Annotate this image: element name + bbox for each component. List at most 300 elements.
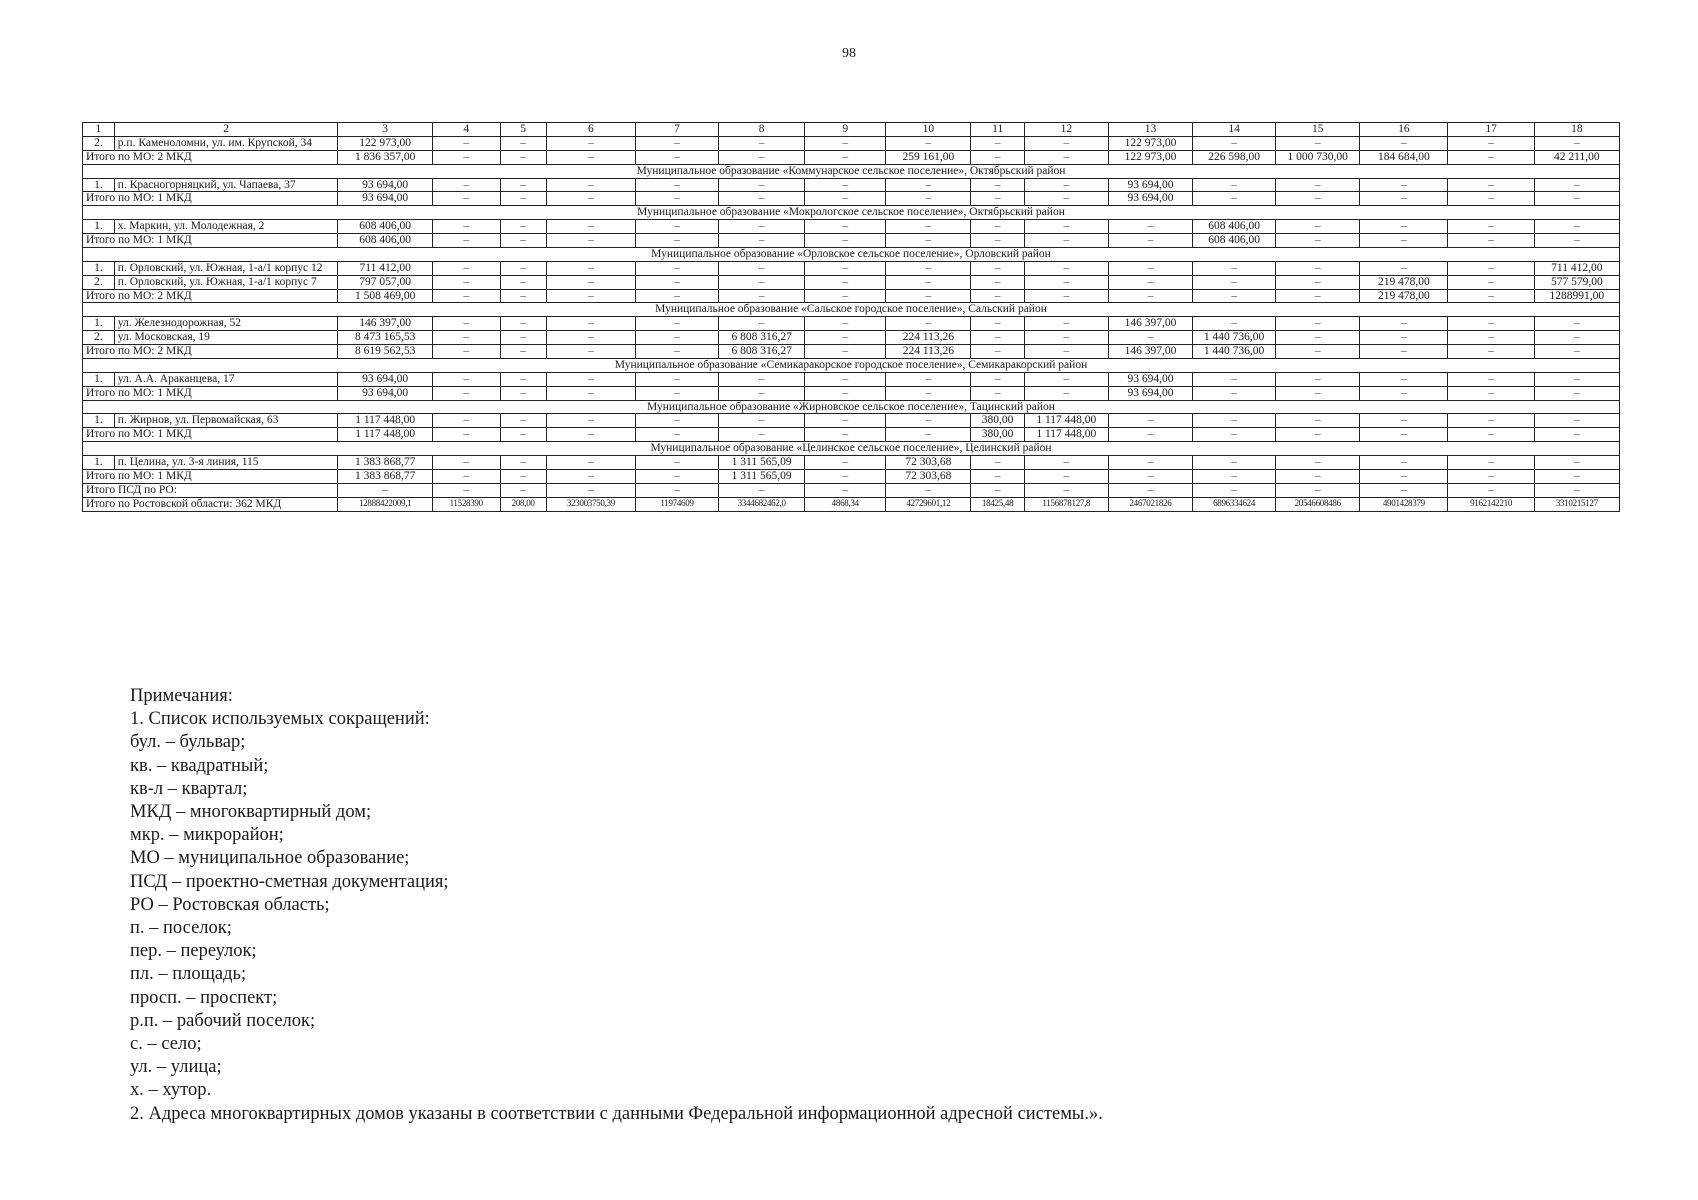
empty-cell: – bbox=[546, 261, 635, 275]
table-row bbox=[83, 372, 1620, 386]
row-address: п. Орловский, ул. Южная, 1-а/1 корпус 7 bbox=[114, 275, 338, 289]
empty-cell: – bbox=[546, 372, 635, 386]
amount-cell: 72 303,68 bbox=[886, 456, 971, 470]
empty-cell: – bbox=[635, 428, 718, 442]
empty-cell: – bbox=[719, 289, 805, 303]
empty-cell: – bbox=[500, 331, 546, 345]
table-row bbox=[83, 414, 1620, 428]
empty-cell: – bbox=[500, 428, 546, 442]
empty-cell: – bbox=[1448, 261, 1534, 275]
empty-cell: – bbox=[1193, 261, 1276, 275]
empty-cell: – bbox=[719, 483, 805, 497]
empty-cell: – bbox=[1360, 234, 1448, 248]
empty-cell: – bbox=[500, 289, 546, 303]
empty-cell: – bbox=[805, 289, 886, 303]
empty-cell: – bbox=[500, 150, 546, 164]
empty-cell: – bbox=[886, 414, 971, 428]
empty-cell: – bbox=[1448, 428, 1534, 442]
empty-cell: – bbox=[1534, 331, 1619, 345]
amount-cell: 3344682462,0 bbox=[719, 497, 805, 511]
empty-cell: – bbox=[1448, 178, 1534, 192]
empty-cell: – bbox=[635, 345, 718, 359]
empty-cell: – bbox=[500, 261, 546, 275]
empty-cell: – bbox=[546, 483, 635, 497]
empty-cell: – bbox=[971, 220, 1024, 234]
total-label: Итого по МО: 2 МКД bbox=[83, 345, 338, 359]
empty-cell: – bbox=[1108, 261, 1192, 275]
row-address: п. Красногорняцкий, ул. Чапаева, 37 bbox=[114, 178, 338, 192]
row-index: 2. bbox=[83, 136, 115, 150]
total-label: Итого по Ростовской области: 362 МКД bbox=[83, 497, 338, 511]
empty-cell: – bbox=[635, 275, 718, 289]
empty-cell: – bbox=[1024, 289, 1108, 303]
empty-cell: – bbox=[719, 261, 805, 275]
empty-cell: – bbox=[635, 414, 718, 428]
empty-cell: – bbox=[1360, 136, 1448, 150]
table-row bbox=[83, 275, 1620, 289]
empty-cell: – bbox=[1448, 192, 1534, 206]
empty-cell: – bbox=[1024, 372, 1108, 386]
empty-cell: – bbox=[432, 331, 500, 345]
empty-cell: – bbox=[1360, 261, 1448, 275]
empty-cell: – bbox=[1448, 331, 1534, 345]
amount-cell: 6 808 316,27 bbox=[719, 331, 805, 345]
empty-cell: – bbox=[1193, 317, 1276, 331]
empty-cell: – bbox=[886, 386, 971, 400]
note-line: с. – село; bbox=[130, 1034, 202, 1055]
row-index: 1. bbox=[83, 372, 115, 386]
section-row bbox=[83, 358, 1620, 372]
empty-cell: – bbox=[1448, 414, 1534, 428]
empty-cell: – bbox=[886, 136, 971, 150]
amount-cell: 1 440 736,00 bbox=[1193, 331, 1276, 345]
empty-cell: – bbox=[500, 386, 546, 400]
note-line: бул. – бульвар; bbox=[130, 732, 246, 753]
column-number-row bbox=[83, 123, 1620, 137]
section-title: Муниципальное образование «Сальское городское поселение», Сальский район bbox=[83, 303, 1620, 317]
amount-cell: 711 412,00 bbox=[338, 261, 432, 275]
column-number: 2 bbox=[114, 123, 338, 137]
section-title: Муниципальное образование «Орловское сельское поселение», Орловский район bbox=[83, 247, 1620, 261]
empty-cell: – bbox=[1448, 345, 1534, 359]
amount-cell: 8 619 562,53 bbox=[338, 345, 432, 359]
row-index: 1. bbox=[83, 317, 115, 331]
empty-cell: – bbox=[635, 234, 718, 248]
empty-cell: – bbox=[886, 192, 971, 206]
amount-cell: 1 508 469,00 bbox=[338, 289, 432, 303]
empty-cell: – bbox=[1193, 192, 1276, 206]
empty-cell: – bbox=[432, 150, 500, 164]
empty-cell: – bbox=[500, 234, 546, 248]
empty-cell: – bbox=[1448, 469, 1534, 483]
amount-cell: 11974609 bbox=[635, 497, 718, 511]
amount-cell: 146 397,00 bbox=[1108, 345, 1192, 359]
amount-cell: 122 973,00 bbox=[1108, 136, 1192, 150]
empty-cell: – bbox=[1276, 261, 1360, 275]
empty-cell: – bbox=[546, 150, 635, 164]
total-row bbox=[83, 345, 1620, 359]
empty-cell: – bbox=[500, 178, 546, 192]
empty-cell: – bbox=[1024, 317, 1108, 331]
empty-cell: – bbox=[1534, 178, 1619, 192]
empty-cell: – bbox=[1024, 220, 1108, 234]
empty-cell: – bbox=[805, 275, 886, 289]
column-number: 17 bbox=[1448, 123, 1534, 137]
note-line: пер. – переулок; bbox=[130, 941, 257, 962]
column-number: 8 bbox=[719, 123, 805, 137]
empty-cell: – bbox=[1108, 275, 1192, 289]
empty-cell: – bbox=[635, 150, 718, 164]
amount-cell: 1 117 448,00 bbox=[1024, 414, 1108, 428]
column-number: 16 bbox=[1360, 123, 1448, 137]
empty-cell: – bbox=[1448, 456, 1534, 470]
total-label: Итого по МО: 1 МКД bbox=[83, 234, 338, 248]
empty-cell: – bbox=[1276, 178, 1360, 192]
column-number: 4 bbox=[432, 123, 500, 137]
empty-cell: – bbox=[1360, 414, 1448, 428]
empty-cell: – bbox=[432, 192, 500, 206]
empty-cell: – bbox=[1448, 136, 1534, 150]
total-label: Итого ПСД по РО: bbox=[83, 483, 338, 497]
empty-cell: – bbox=[432, 386, 500, 400]
section-title: Муниципальное образование «Семикаракорское городское поселение», Семикаракорский район bbox=[83, 358, 1620, 372]
note-line: МО – муниципальное образование; bbox=[130, 848, 410, 869]
amount-cell: 42 211,00 bbox=[1534, 150, 1619, 164]
amount-cell: 18425,48 bbox=[971, 497, 1024, 511]
total-label: Итого по МО: 1 МКД bbox=[83, 428, 338, 442]
empty-cell: – bbox=[1534, 220, 1619, 234]
empty-cell: – bbox=[1534, 414, 1619, 428]
empty-cell: – bbox=[971, 261, 1024, 275]
empty-cell: – bbox=[805, 345, 886, 359]
amount-cell: 1 383 868,77 bbox=[338, 469, 432, 483]
empty-cell: – bbox=[1276, 136, 1360, 150]
amount-cell: 146 397,00 bbox=[1108, 317, 1192, 331]
row-address: р.п. Каменоломни, ул. им. Крупской, 34 bbox=[114, 136, 338, 150]
empty-cell: – bbox=[971, 136, 1024, 150]
empty-cell: – bbox=[1534, 136, 1619, 150]
empty-cell: – bbox=[805, 178, 886, 192]
amount-cell: 93 694,00 bbox=[338, 178, 432, 192]
empty-cell: – bbox=[1276, 345, 1360, 359]
empty-cell: – bbox=[1534, 317, 1619, 331]
section-row bbox=[83, 206, 1620, 220]
empty-cell: – bbox=[886, 261, 971, 275]
empty-cell: – bbox=[1360, 428, 1448, 442]
empty-cell: – bbox=[635, 317, 718, 331]
total-row bbox=[83, 386, 1620, 400]
empty-cell: – bbox=[1276, 234, 1360, 248]
empty-cell: – bbox=[1448, 372, 1534, 386]
empty-cell: – bbox=[805, 317, 886, 331]
empty-cell: – bbox=[971, 386, 1024, 400]
empty-cell: – bbox=[719, 372, 805, 386]
amount-cell: 259 161,00 bbox=[886, 150, 971, 164]
empty-cell: – bbox=[719, 234, 805, 248]
empty-cell: – bbox=[1534, 483, 1619, 497]
empty-cell: – bbox=[971, 331, 1024, 345]
row-address: п. Жирнов, ул. Первомайская, 63 bbox=[114, 414, 338, 428]
empty-cell: – bbox=[719, 275, 805, 289]
row-index: 2. bbox=[83, 331, 115, 345]
row-index: 1. bbox=[83, 261, 115, 275]
empty-cell: – bbox=[1024, 178, 1108, 192]
column-number: 10 bbox=[886, 123, 971, 137]
amount-cell: 608 406,00 bbox=[338, 220, 432, 234]
empty-cell: – bbox=[805, 331, 886, 345]
notes-title: Примечания: bbox=[130, 686, 233, 706]
empty-cell: – bbox=[500, 192, 546, 206]
empty-cell: – bbox=[886, 220, 971, 234]
empty-cell: – bbox=[635, 261, 718, 275]
empty-cell: – bbox=[1276, 331, 1360, 345]
empty-cell: – bbox=[971, 150, 1024, 164]
empty-cell: – bbox=[1024, 136, 1108, 150]
amount-cell: 1 000 730,00 bbox=[1276, 150, 1360, 164]
table-row bbox=[83, 331, 1620, 345]
empty-cell: – bbox=[500, 456, 546, 470]
empty-cell: – bbox=[1360, 192, 1448, 206]
empty-cell: – bbox=[1360, 178, 1448, 192]
empty-cell: – bbox=[1024, 483, 1108, 497]
empty-cell: – bbox=[971, 469, 1024, 483]
empty-cell: – bbox=[805, 150, 886, 164]
amount-cell: 9162142210 bbox=[1448, 497, 1534, 511]
empty-cell: – bbox=[805, 372, 886, 386]
note-line: п. – поселок; bbox=[130, 918, 232, 939]
empty-cell: – bbox=[1024, 150, 1108, 164]
amount-cell: 20546608486 bbox=[1276, 497, 1360, 511]
empty-cell: – bbox=[1448, 234, 1534, 248]
empty-cell: – bbox=[1276, 483, 1360, 497]
page-number: 98 bbox=[842, 46, 856, 61]
empty-cell: – bbox=[432, 289, 500, 303]
empty-cell: – bbox=[500, 483, 546, 497]
empty-cell: – bbox=[1108, 414, 1192, 428]
amount-cell: 93 694,00 bbox=[338, 386, 432, 400]
empty-cell: – bbox=[1360, 220, 1448, 234]
empty-cell: – bbox=[886, 234, 971, 248]
empty-cell: – bbox=[1193, 372, 1276, 386]
amount-cell: 577 579,00 bbox=[1534, 275, 1619, 289]
empty-cell: – bbox=[1360, 483, 1448, 497]
amount-cell: 380,00 bbox=[971, 428, 1024, 442]
empty-cell: – bbox=[500, 220, 546, 234]
amount-cell: 1 383 868,77 bbox=[338, 456, 432, 470]
notes bbox=[130, 685, 1103, 1126]
amount-cell: 8 473 165,53 bbox=[338, 331, 432, 345]
empty-cell: – bbox=[432, 261, 500, 275]
note-line: кв. – квадратный; bbox=[130, 755, 269, 776]
column-number: 7 bbox=[635, 123, 718, 137]
amount-cell: 11528390 bbox=[432, 497, 500, 511]
total-row bbox=[83, 428, 1620, 442]
empty-cell: – bbox=[546, 414, 635, 428]
table-row bbox=[83, 456, 1620, 470]
empty-cell: – bbox=[719, 414, 805, 428]
empty-cell: – bbox=[1448, 220, 1534, 234]
empty-cell: – bbox=[719, 150, 805, 164]
empty-cell: – bbox=[886, 372, 971, 386]
column-number: 11 bbox=[971, 123, 1024, 137]
empty-cell: – bbox=[500, 317, 546, 331]
empty-cell: – bbox=[546, 456, 635, 470]
amount-cell: 1 117 448,00 bbox=[338, 428, 432, 442]
empty-cell: – bbox=[971, 317, 1024, 331]
empty-cell: – bbox=[1024, 261, 1108, 275]
column-number: 18 bbox=[1534, 123, 1619, 137]
empty-cell: – bbox=[1193, 136, 1276, 150]
column-number: 12 bbox=[1024, 123, 1108, 137]
row-index: 1. bbox=[83, 178, 115, 192]
empty-cell: – bbox=[886, 483, 971, 497]
amount-cell: 6 808 316,27 bbox=[719, 345, 805, 359]
note-line: просп. – проспект; bbox=[130, 987, 278, 1008]
empty-cell: – bbox=[500, 275, 546, 289]
empty-cell: – bbox=[338, 483, 432, 497]
empty-cell: – bbox=[546, 234, 635, 248]
empty-cell: – bbox=[1276, 414, 1360, 428]
table-row bbox=[83, 220, 1620, 234]
empty-cell: – bbox=[432, 275, 500, 289]
empty-cell: – bbox=[1108, 469, 1192, 483]
amount-cell: 93 694,00 bbox=[1108, 386, 1192, 400]
section-row bbox=[83, 247, 1620, 261]
amount-cell: 93 694,00 bbox=[338, 192, 432, 206]
amount-cell: 224 113,26 bbox=[886, 331, 971, 345]
amount-cell: 380,00 bbox=[971, 414, 1024, 428]
empty-cell: – bbox=[886, 178, 971, 192]
empty-cell: – bbox=[886, 317, 971, 331]
empty-cell: – bbox=[432, 469, 500, 483]
empty-cell: – bbox=[635, 220, 718, 234]
amount-cell: 1156878127,8 bbox=[1024, 497, 1108, 511]
empty-cell: – bbox=[1108, 456, 1192, 470]
note-line: 2. Адреса многоквартирных домов указаны в соответствии с данными Федеральной информационной адресной системы.». bbox=[130, 1103, 1103, 1124]
table-body bbox=[83, 123, 1620, 512]
amount-cell: 1 311 565,09 bbox=[719, 469, 805, 483]
total-label: Итого по МО: 1 МКД bbox=[83, 469, 338, 483]
total-label: Итого по МО: 2 МКД bbox=[83, 150, 338, 164]
funding-table bbox=[82, 122, 1620, 512]
empty-cell: – bbox=[1534, 372, 1619, 386]
amount-cell: 4868,34 bbox=[805, 497, 886, 511]
empty-cell: – bbox=[1108, 289, 1192, 303]
empty-cell: – bbox=[1360, 372, 1448, 386]
note-line: р.п. – рабочий поселок; bbox=[130, 1010, 316, 1031]
empty-cell: – bbox=[432, 220, 500, 234]
empty-cell: – bbox=[635, 192, 718, 206]
column-number: 14 bbox=[1193, 123, 1276, 137]
empty-cell: – bbox=[805, 456, 886, 470]
section-title: Муниципальное образование «Мокрологское сельское поселение», Октябрьский район bbox=[83, 206, 1620, 220]
empty-cell: – bbox=[1276, 275, 1360, 289]
total-row bbox=[83, 150, 1620, 164]
row-address: п. Орловский, ул. Южная, 1-а/1 корпус 12 bbox=[114, 261, 338, 275]
empty-cell: – bbox=[971, 275, 1024, 289]
empty-cell: – bbox=[805, 483, 886, 497]
row-address: ул. Московская, 19 bbox=[114, 331, 338, 345]
empty-cell: – bbox=[1024, 192, 1108, 206]
empty-cell: – bbox=[805, 261, 886, 275]
column-number: 5 bbox=[500, 123, 546, 137]
empty-cell: – bbox=[500, 372, 546, 386]
amount-cell: 4901428379 bbox=[1360, 497, 1448, 511]
section-title: Муниципальное образование «Коммунарское сельское поселение», Октябрьский район bbox=[83, 164, 1620, 178]
total-label: Итого по МО: 2 МКД bbox=[83, 289, 338, 303]
empty-cell: – bbox=[719, 178, 805, 192]
empty-cell: – bbox=[1534, 456, 1619, 470]
empty-cell: – bbox=[805, 234, 886, 248]
table-row bbox=[83, 261, 1620, 275]
total-row bbox=[83, 289, 1620, 303]
empty-cell: – bbox=[1193, 275, 1276, 289]
note-line: пл. – площадь; bbox=[130, 964, 247, 985]
empty-cell: – bbox=[1360, 386, 1448, 400]
column-number: 6 bbox=[546, 123, 635, 137]
empty-cell: – bbox=[546, 469, 635, 483]
amount-cell: 3310215127 bbox=[1534, 497, 1619, 511]
amount-cell: 797 057,00 bbox=[338, 275, 432, 289]
empty-cell: – bbox=[500, 136, 546, 150]
empty-cell: – bbox=[1024, 469, 1108, 483]
empty-cell: – bbox=[1534, 386, 1619, 400]
amount-cell: 93 694,00 bbox=[338, 372, 432, 386]
empty-cell: – bbox=[1108, 428, 1192, 442]
empty-cell: – bbox=[1448, 275, 1534, 289]
empty-cell: – bbox=[432, 414, 500, 428]
amount-cell: 146 397,00 bbox=[338, 317, 432, 331]
empty-cell: – bbox=[886, 275, 971, 289]
empty-cell: – bbox=[1276, 428, 1360, 442]
amount-cell: 219 478,00 bbox=[1360, 275, 1448, 289]
empty-cell: – bbox=[1360, 345, 1448, 359]
amount-cell: 608 406,00 bbox=[1193, 220, 1276, 234]
empty-cell: – bbox=[719, 136, 805, 150]
empty-cell: – bbox=[1193, 289, 1276, 303]
empty-cell: – bbox=[1193, 469, 1276, 483]
empty-cell: – bbox=[1360, 331, 1448, 345]
amount-cell: 93 694,00 bbox=[1108, 372, 1192, 386]
section-title: Муниципальное образование «Целинское сельское поселение», Целинский район bbox=[83, 442, 1620, 456]
empty-cell: – bbox=[546, 386, 635, 400]
empty-cell: – bbox=[971, 234, 1024, 248]
empty-cell: – bbox=[432, 456, 500, 470]
empty-cell: – bbox=[1534, 234, 1619, 248]
table-row bbox=[83, 317, 1620, 331]
row-address: х. Маркин, ул. Молодежная, 2 bbox=[114, 220, 338, 234]
empty-cell: – bbox=[1534, 192, 1619, 206]
empty-cell: – bbox=[1024, 386, 1108, 400]
empty-cell: – bbox=[1448, 150, 1534, 164]
total-row bbox=[83, 483, 1620, 497]
amount-cell: 608 406,00 bbox=[338, 234, 432, 248]
empty-cell: – bbox=[546, 220, 635, 234]
empty-cell: – bbox=[1193, 483, 1276, 497]
empty-cell: – bbox=[1108, 220, 1192, 234]
note-line: кв-л – квартал; bbox=[130, 778, 248, 799]
empty-cell: – bbox=[719, 220, 805, 234]
column-number: 3 bbox=[338, 123, 432, 137]
amount-cell: 1 311 565,09 bbox=[719, 456, 805, 470]
amount-cell: 608 406,00 bbox=[1193, 234, 1276, 248]
empty-cell: – bbox=[1448, 483, 1534, 497]
empty-cell: – bbox=[546, 192, 635, 206]
empty-cell: – bbox=[1108, 483, 1192, 497]
empty-cell: – bbox=[1534, 469, 1619, 483]
amount-cell: 224 113,26 bbox=[886, 345, 971, 359]
empty-cell: – bbox=[546, 331, 635, 345]
